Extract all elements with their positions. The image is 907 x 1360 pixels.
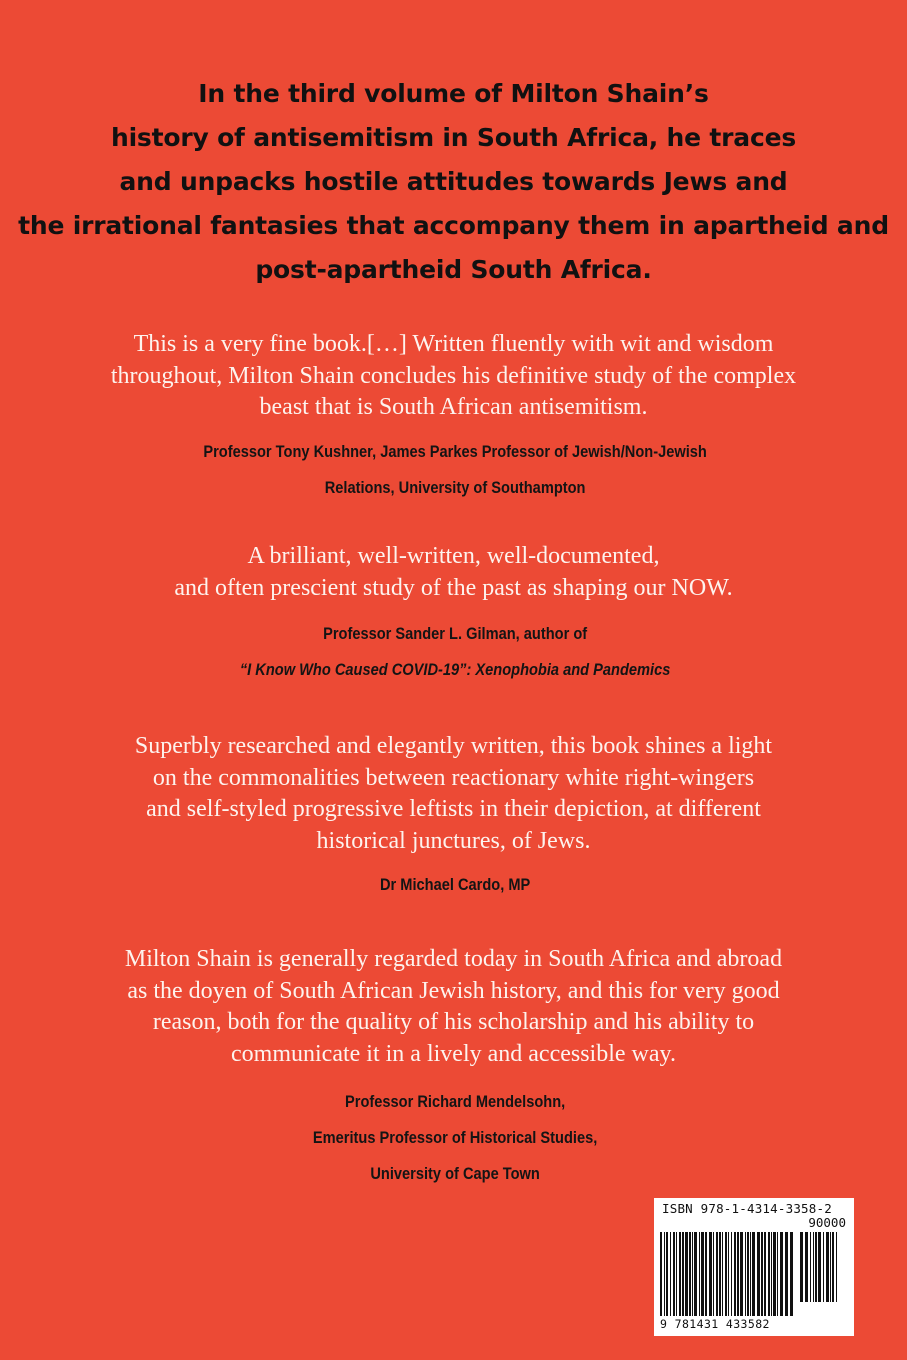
intro-line: In the third volume of Milton Shain’s — [198, 79, 709, 108]
endorsement-quote — [0, 329, 907, 424]
attribution-line: Emeritus Professor of Historical Studies, — [312, 1128, 598, 1147]
barcode-bar — [713, 1232, 714, 1316]
barcode-bar — [752, 1232, 755, 1316]
barcode-bar — [722, 1232, 723, 1316]
barcode-bar — [737, 1232, 739, 1316]
barcode-bar — [685, 1232, 688, 1316]
barcode-bar — [673, 1232, 675, 1316]
intro-line: and unpacks hostile attitudes towards Jews and — [119, 167, 788, 196]
quote-line: communicate it in a lively and accessible way. — [231, 1040, 676, 1067]
quote-line: Milton Shain is generally regarded today in South Africa and abroad — [124, 946, 783, 972]
attribution-line: Dr Michael Cardo, MP — [379, 875, 531, 894]
barcode-bar — [740, 1232, 743, 1316]
intro-line: the irrational fantasies that accompany them in apartheid and — [18, 211, 889, 240]
endorsement-quote — [0, 731, 907, 857]
barcode-bar — [768, 1232, 770, 1316]
barcode-bar — [764, 1232, 766, 1316]
barcode-bar — [757, 1232, 760, 1316]
quote-line: and often prescient study of the past as shaping our NOW. — [174, 574, 733, 601]
isbn-barcode — [654, 1198, 854, 1336]
barcode-bar — [836, 1232, 837, 1302]
barcode-bar — [823, 1232, 824, 1302]
barcode-bar — [810, 1232, 811, 1302]
quote-line: This is a very fine book.[…] Written fluently with wit and wisdom — [133, 331, 774, 357]
barcode-bar — [773, 1232, 776, 1316]
barcode-bar — [670, 1232, 671, 1316]
barcode-bar — [771, 1232, 772, 1316]
barcode-bar — [813, 1232, 814, 1302]
intro-line: history of antisemitism in South Africa, he traces — [110, 123, 797, 152]
barcode-bar — [747, 1232, 749, 1316]
barcode-bar — [709, 1232, 712, 1316]
barcode-bar — [692, 1232, 693, 1316]
barcode-bar — [701, 1232, 704, 1316]
endorsement-attribution — [65, 616, 845, 688]
barcode-bar — [719, 1232, 721, 1316]
barcode-bar — [694, 1232, 697, 1316]
barcode-bar — [731, 1232, 732, 1316]
barcode-bar — [666, 1232, 668, 1316]
barcode-bar — [682, 1232, 684, 1316]
intro-blurb — [0, 72, 907, 292]
attribution-line: Professor Tony Kushner, James Parkes Professor of Jewish/Non-Jewish — [203, 442, 707, 461]
barcode-bar — [777, 1232, 778, 1316]
addon-barcode-bars — [800, 1232, 840, 1302]
barcode-bar — [728, 1232, 729, 1316]
quote-line: on the commonalities between reactionary white right-wingers — [152, 764, 755, 791]
intro-line: post-apartheid South Africa. — [255, 255, 652, 284]
endorsement-attribution — [65, 1084, 845, 1192]
quote-line: beast that is South African antisemitism. — [259, 394, 648, 420]
barcode-bar — [805, 1232, 808, 1302]
isbn-label: ISBN 978-1-4314-3358-2 — [662, 1201, 832, 1216]
price-code: 90000 — [808, 1215, 846, 1230]
attribution-line: Relations, University of Southampton — [324, 478, 586, 497]
barcode-bar — [716, 1232, 718, 1316]
endorsement-quote — [0, 541, 907, 604]
barcode-bar — [699, 1232, 700, 1316]
quote-line: throughout, Milton Shain concludes his definitive study of the complex — [110, 362, 797, 389]
barcode-bar — [705, 1232, 707, 1316]
barcode-bar — [660, 1232, 662, 1316]
attribution-book-title: “I Know Who Caused COVID-19”: Xenophobia and Pandemics — [239, 660, 671, 679]
barcode-bar — [826, 1232, 829, 1302]
barcode-bar — [745, 1232, 746, 1316]
quote-line: as the doyen of South African Jewish history, and this for very good — [127, 977, 780, 1004]
barcode-digits: 9 781431 433582 — [660, 1317, 770, 1331]
barcode-bar — [734, 1232, 736, 1316]
endorsement-attribution — [65, 434, 845, 506]
barcode-bars — [660, 1232, 794, 1316]
barcode-bar — [725, 1232, 727, 1316]
barcode-bar — [815, 1232, 817, 1302]
barcode-bar — [780, 1232, 783, 1316]
barcode-bar — [750, 1232, 751, 1316]
attribution-line: Professor Richard Mendelsohn, — [345, 1092, 566, 1111]
barcode-bar — [679, 1232, 681, 1316]
quote-line: A brilliant, well-written, well-documented, — [247, 543, 660, 569]
barcode-bar — [818, 1232, 821, 1302]
attribution-line: Professor Sander L. Gilman, author of — [323, 624, 588, 643]
barcode-bar — [761, 1232, 763, 1316]
barcode-bar — [800, 1232, 803, 1302]
barcode-bar — [664, 1232, 665, 1316]
quote-line: historical junctures, of Jews. — [316, 827, 591, 854]
barcode-bar — [689, 1232, 691, 1316]
barcode-bar — [830, 1232, 831, 1302]
quote-line: and self-styled progressive leftists in their depiction, at different — [146, 796, 761, 822]
barcode-bar — [832, 1232, 834, 1302]
endorsement-attribution — [65, 867, 845, 903]
barcode-bar — [676, 1232, 677, 1316]
quote-line: reason, both for the quality of his scholarship and his ability to — [152, 1009, 755, 1035]
barcode-bar — [785, 1232, 788, 1316]
attribution-line: University of Cape Town — [370, 1164, 540, 1183]
endorsement-quote — [0, 944, 907, 1070]
quote-line: Superbly researched and elegantly written, this book shines a light — [134, 733, 773, 759]
barcode-bar — [790, 1232, 793, 1316]
